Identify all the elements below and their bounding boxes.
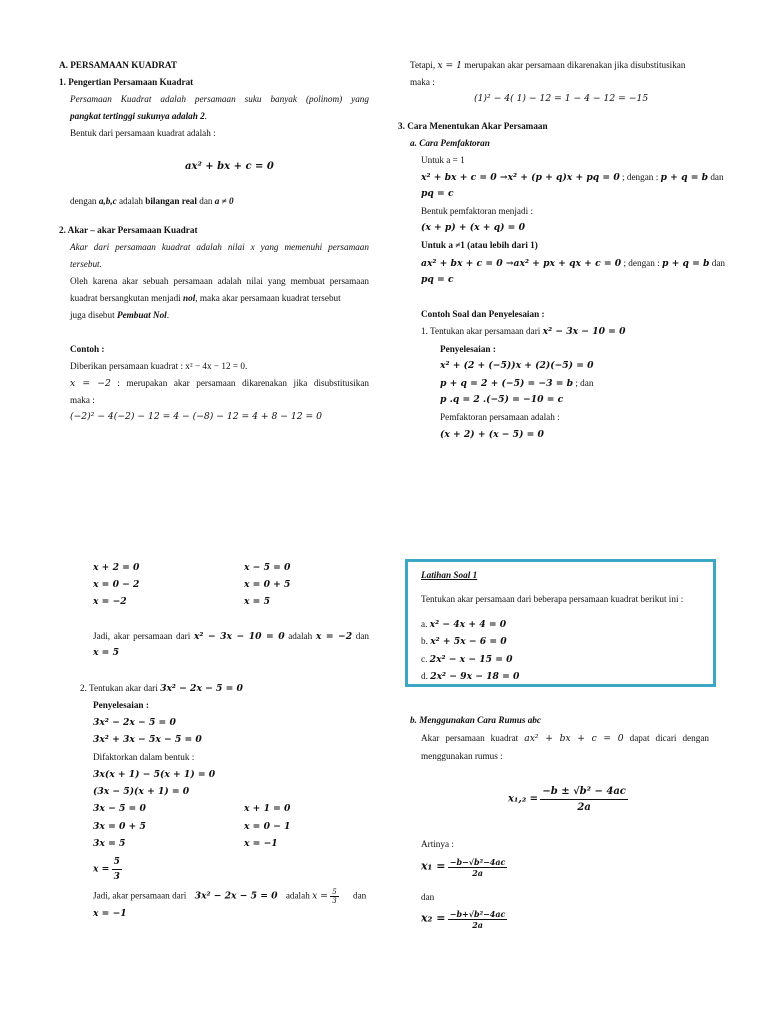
case-left-4-x: x =	[93, 863, 110, 875]
exercise-item-label: d.	[421, 671, 431, 681]
root-step-right-1: x − 5 = 0	[244, 562, 291, 573]
abc-intro-line-2: menggunakan rumus :	[421, 751, 503, 761]
factor-form: (x + p) + (x + q) = 0	[421, 222, 525, 233]
dan-label: dan	[421, 892, 435, 902]
x1-formula	[421, 857, 507, 878]
tetapi-calculation: (1)² − 4( 1) − 12 = 1 − 4 − 12 = −15	[474, 93, 649, 104]
abc-intro-line-1	[421, 732, 709, 745]
abc-intro-text: Akar persamaan kuadrat	[421, 733, 525, 743]
conclusion-2-fraction	[330, 888, 338, 905]
conclusion-1-adalah: adalah	[284, 631, 316, 641]
conclusion-2-line-2: x = −1	[93, 908, 127, 919]
tetapi-line-1	[410, 59, 685, 72]
question-1-text: 1. Tentukan akar persamaan dari	[421, 326, 543, 336]
factor-rule-1-eq: x² + bx + c = 0 →x² + (p + q)x + pq = 0	[421, 172, 620, 183]
solution-1-step-2	[440, 377, 593, 390]
case-left-2: 3x = 0 + 5	[93, 821, 146, 832]
solution-2-step-1: 3x² − 2x − 5 = 0	[93, 717, 176, 728]
root-paragraph-3	[70, 309, 169, 321]
factor-rule-2-text: ; dengan :	[621, 258, 662, 268]
solution-2-step-2: 3x² + 3x − 5x − 5 = 0	[93, 734, 202, 745]
x2-lhs: x₂ =	[421, 911, 446, 925]
abc-intro-rest: dapat dicari dengan	[623, 733, 709, 743]
solution-1-heading: Penyelesaian :	[440, 344, 496, 354]
case-right-2: x = 0 − 1	[244, 821, 291, 832]
conclusion-2-adalah: adalah	[283, 890, 313, 901]
exercise-item-eq: x² − 4x + 4 = 0	[429, 619, 507, 630]
root-step-right-3: x = 5	[244, 596, 270, 607]
root-step-left-3: x = −2	[93, 596, 127, 607]
solution-1-step-2-eq: p + q = 2 + (−5) = −3 = b	[440, 378, 574, 389]
solution-2-step-3: Difaktorkan dalam bentuk :	[93, 752, 195, 762]
case-left-4	[93, 855, 122, 884]
exercise-item-eq: x² + 5x − 6 = 0	[430, 636, 507, 647]
conclusion-2-eq: 3x² − 2x − 5 = 0	[194, 890, 278, 902]
case-a-equals-1: Untuk a = 1	[421, 155, 465, 165]
factor-rule-1-pq: pq = c	[421, 188, 454, 199]
fraction-numerator: 5	[112, 855, 122, 870]
root-definition-1: Akar dari persamaan kuadrat adalah nilai x yang memenuhi persamaan	[70, 242, 369, 252]
exercise-box	[405, 559, 716, 687]
p3-text-1: juga disebut	[70, 310, 117, 320]
abc-main-formula	[508, 784, 628, 815]
artinya-label: Artinya :	[421, 839, 454, 849]
fraction-5-3	[112, 855, 122, 884]
ex-root-text: : merupakan akar persamaan dikarenakan jika disubstitusikan	[110, 378, 369, 388]
example-calculation: (−2)² − 4(−2) − 12 = 4 − (−8) − 12 = 4 + 8 − 12 = 0	[70, 411, 322, 422]
root-step-left-1: x + 2 = 0	[93, 562, 140, 573]
factor-form-intro: Bentuk pemfaktoran menjadi :	[421, 206, 534, 216]
question-2	[80, 682, 243, 695]
definition-line-2	[70, 110, 207, 122]
exercise-intro: Tentukan akar persamaan dari beberapa persamaan kuadrat berikut ini :	[421, 594, 684, 604]
root-paragraph-2	[70, 292, 341, 304]
abc-main-lhs: x₁,₂ =	[508, 793, 539, 805]
example-line-1	[70, 377, 369, 390]
exercise-item-label: b.	[421, 636, 431, 646]
abc-main-fraction	[540, 784, 628, 815]
tetapi-text: Tetapi,	[410, 60, 438, 70]
abc-main-denominator: 2a	[577, 802, 591, 813]
form-intro: Bentuk dari persamaan kuadrat adalah :	[70, 128, 216, 138]
abc-intro-eq: ax² + bx + c = 0	[524, 733, 624, 744]
exercise-item-eq: 2x² − x − 15 = 0	[429, 654, 513, 665]
case-a-not-1: Untuk a ≠1 (atau lebih dari 1)	[421, 240, 538, 250]
exercise-item-label: c.	[421, 654, 430, 664]
conclusion-2-x: x =	[312, 890, 328, 902]
p3-period: .	[166, 310, 170, 320]
x2-numerator: −b+√b²−4ac	[449, 909, 506, 919]
fraction-denominator: 3	[113, 872, 120, 882]
solution-1-step-2-dan: ; dan	[573, 378, 594, 388]
x1-numerator: −b−√b²−4ac	[449, 857, 506, 867]
factor-rule-2-pq: pq = c	[421, 274, 454, 285]
conclusion-1-line-1	[93, 630, 369, 643]
exercise-item	[421, 635, 507, 648]
example-heading: Contoh :	[70, 344, 105, 354]
subsection-2-title: 2. Akar – akar Persamaan Kuadrat	[59, 225, 198, 235]
cond-text-3: dan	[196, 196, 215, 206]
general-form-equation: ax² + bx + c = 0	[185, 161, 274, 172]
factor-rule-1-dan: dan	[708, 172, 724, 182]
conclusion-1-line-2: x = 5	[93, 647, 119, 658]
case-right-3: x = −1	[244, 838, 278, 849]
conclusion-2-text: Jadi, akar persamaan dari	[93, 890, 189, 901]
x1-lhs: x₁ =	[421, 859, 446, 873]
ex-root-value: x = −2	[70, 378, 111, 389]
cond-text-2: adalah	[116, 196, 146, 206]
solution-1-step-4: Pemfaktoran persamaan adalah :	[440, 412, 560, 422]
exercise-item-label: a.	[421, 619, 430, 629]
conclusion-2-dan: dan	[350, 890, 367, 901]
exercise-item	[421, 653, 513, 666]
case-left-3: 3x = 5	[93, 838, 126, 849]
x2-fraction	[448, 909, 508, 930]
exercise-item-eq: 2x² − 9x − 18 = 0	[430, 671, 520, 682]
conclusion-2-denominator: 3	[332, 897, 337, 905]
factor-rule-2-dan: dan	[709, 258, 726, 268]
p2-nol: nol	[183, 293, 196, 303]
root-paragraph-1: Oleh karena akar sebuah persamaan adalah nilai yang membuat persamaan	[70, 276, 369, 286]
p2-text-2: , maka akar persamaan kuadrat tersebut	[195, 293, 341, 303]
exercise-item	[421, 618, 506, 631]
question-2-text: 2. Tentukan akar dari	[80, 683, 161, 693]
method-b-title: b. Menggunakan Cara Rumus abc	[410, 715, 541, 725]
conclusion-2-numerator: 5	[332, 888, 337, 896]
definition-period: .	[204, 111, 208, 121]
conclusion-1-eq: x² − 3x − 10 = 0	[193, 631, 285, 642]
x2-denominator: 2a	[472, 920, 483, 930]
section-heading: A. PERSAMAAN KUADRAT	[59, 60, 177, 70]
cond-vars: a,b,c	[98, 196, 117, 206]
root-definition-2: tersebut.	[70, 259, 102, 269]
p3-pembuat-nol: Pembuat Nol	[116, 310, 167, 320]
question-1-eq: x² − 3x − 10 = 0	[542, 326, 626, 337]
contoh-soal-heading: Contoh Soal dan Penyelesaian :	[421, 309, 545, 319]
abc-main-numerator: −b ± √b² − 4ac	[540, 784, 628, 800]
case-left-1: 3x − 5 = 0	[93, 803, 146, 814]
tetapi-rest: merupakan akar persamaan dikarenakan jika disubstitusikan	[462, 60, 686, 70]
solution-1-step-3: p .q = 2 .(−5) = −10 = c	[440, 394, 564, 405]
factor-rule-2-cond: p + q = b	[661, 258, 710, 269]
case-right-1: x + 1 = 0	[244, 803, 291, 814]
example-line-2: maka :	[70, 395, 95, 405]
condition-line	[70, 195, 234, 207]
conclusion-1-root: x = −2	[315, 631, 353, 642]
definition-line-1: Persamaan Kuadrat adalah persamaan suku banyak (polinom) yang	[70, 94, 369, 104]
cond-real: bilangan real	[145, 196, 197, 206]
cond-text-1: dengan	[70, 196, 99, 206]
solution-1-step-5: (x + 2) + (x − 5) = 0	[440, 429, 544, 440]
example-given: Diberikan persamaan kuadrat : x² − 4x − 12 = 0.	[70, 361, 248, 371]
x2-formula	[421, 909, 507, 930]
subsection-3-title: 3. Cara Menentukan Akar Persamaan	[398, 121, 548, 131]
conclusion-1-text: Jadi, akar persamaan dari	[93, 631, 194, 641]
factor-rule-1-cond: p + q = b	[660, 172, 709, 183]
factor-rule-2-eq: ax² + bx + c = 0 →ax² + px + qx + c = 0	[421, 258, 622, 269]
factor-rule-1	[421, 171, 724, 184]
exercise-item	[421, 670, 519, 683]
tetapi-line-2: maka :	[410, 77, 435, 87]
cond-a-nonzero: a ≠ 0	[214, 196, 234, 206]
question-2-eq: 3x² − 2x − 5 = 0	[160, 683, 243, 694]
root-step-right-2: x = 0 + 5	[244, 579, 291, 590]
solution-2-step-5: (3x − 5)(x + 1) = 0	[93, 786, 190, 797]
solution-1-step-1: x² + (2 + (−5))x + (2)(−5) = 0	[440, 360, 594, 371]
p2-text-1: kuadrat bersangkutan menjadi	[70, 293, 184, 303]
x1-denominator: 2a	[472, 868, 483, 878]
factor-rule-2	[421, 257, 725, 270]
subsection-1-title: 1. Pengertian Persamaan Kuadrat	[59, 77, 194, 87]
exercise-title: Latihan Soal 1	[421, 570, 478, 580]
factor-rule-1-text: ; dengan :	[619, 172, 661, 182]
tetapi-x: x = 1	[437, 60, 462, 71]
method-a-title: a. Cara Pemfaktoran	[410, 138, 490, 148]
root-step-left-2: x = 0 − 2	[93, 579, 140, 590]
conclusion-2-line-1	[93, 888, 366, 905]
solution-2-heading: Penyelesaian :	[93, 700, 149, 710]
question-1	[421, 325, 625, 338]
definition-emphasis: pangkat tertinggi sukunya adalah 2	[70, 111, 205, 121]
x1-fraction	[448, 857, 508, 878]
solution-2-step-4: 3x(x + 1) − 5(x + 1) = 0	[93, 769, 216, 780]
conclusion-1-dan: dan	[352, 631, 369, 641]
